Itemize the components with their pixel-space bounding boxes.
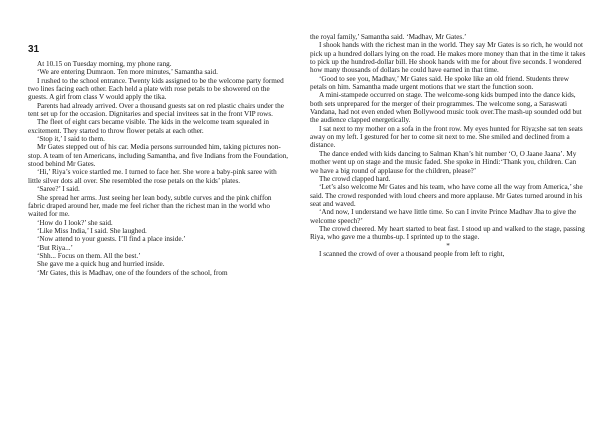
paragraph: ‘We are entering Dumraon. Ten more minutes,’ Samantha said. (37, 68, 218, 77)
section-separator: * (446, 241, 450, 250)
paragraph: ‘And now, I understand we have little time. So can I invite Prince Madhav Jha to give the welcome speech?’ (310, 208, 577, 225)
paragraph: The crowd cheered. My heart started to beat fast. I stood up and walked to the stage, passing Riya, who gave me a thumbs-up. I sprinted up to the stage. (310, 224, 585, 242)
chapter-number: 31 (28, 44, 40, 55)
final-paragraph: I scanned the crowd of over a thousand people from left to right, (319, 249, 505, 258)
left-page-body (28, 60, 290, 277)
paragraph: I sat next to my mother on a sofa in the front row. My eyes hunted for Riya;she sat ten seats away on my left. I gestured for her to come sit next to me. She smiled and declined from a distance. (310, 124, 583, 150)
paragraph: The dance ended with kids dancing to Salman Khan’s hit number ‘O, O Jaane Jaana’. My mother went up on stage and the music faded. She spoke in Hindi:‘Thank you, children. Can we have a big round of applause for the children, please?’ (310, 149, 577, 175)
paragraph: ‘Mr Gates, this is Madhav, one of the founders of the school, from (37, 268, 228, 277)
paragraph: ‘Like Miss India,’ I said. She laughed. (37, 226, 147, 235)
paragraph: ‘Stop it,’ I said to them. (37, 135, 105, 144)
paragraph: ‘Let’s also welcome Mr Gates and his team, who have come all the way from America,’ she said. The crowd responded with loud cheers and more applause. Mr Gates turned around in his seat and waved. (310, 183, 583, 208)
paragraph: Parents had already arrived. Over a thousand guests sat on red plastic chairs under the tent set up for the occasion. Dignitaries and special invitees sat in the front VIP rows. (28, 101, 284, 119)
paragraph: She spread her arms. Just seeing her lean body, subtle curves and the pink chiffon fabric draped around her, made me feel richer than the richest man in the world who waited for me. (28, 193, 272, 219)
paragraph: ‘Good to see you, Madhav,’ Mr Gates said. He spoke like an old friend. Students threw petals on him. Samantha made urgent motions that we start the function soon. (310, 74, 569, 92)
paragraph: I rushed to the school entrance. Twenty kids assigned to be the welcome party formed two lines facing each other. Each held a plate with rose petals to be showered on the guests. A girl from class V would apply the tika. (28, 76, 284, 102)
paragraph: Mr Gates stepped out of his car. Media persons surrounded him, taking pictures non-stop. A team of ten Americans, including Samantha, and five Indians from the Foundation, stood behind Mr Gates. (28, 143, 289, 169)
paragraph: A mini-stampede occurred on stage. The welcome-song kids bumped into the dance kids, both sets unprepared for the merger of their programmes. The welcome song, a Saraswati Vandana, had not even ended when Bollywood music took over.The mash-up sounded odd but the audience clapped energetically. (310, 91, 582, 125)
paragraph: ‘Now attend to your guests. I’ll find a place inside.’ (37, 235, 186, 244)
paragraph: ‘Shh... Focus on them. All the best.’ (37, 251, 141, 260)
paragraph: ‘How do I look?’ she said. (37, 218, 113, 227)
paragraph: ‘Hi,’ Riya’s voice startled me. I turned to face her. She wore a baby-pink saree with little silver dots all over. She resembled the rose petals on the kids’ plates. (28, 168, 277, 185)
paragraph: I shook hands with the richest man in the world. They say Mr Gates is so rich, he would not pick up a hundred dollars lying on the road. He makes more money than that in the time it takes to pick up the hundred-dollar bill. He shook hands with me for about five seconds. I wondered how many thousands of dollars he could have earned in that time. (310, 41, 586, 75)
paragraph: the royal family,’ Samantha said. ‘Madhav, Mr Gates.’ (310, 33, 467, 41)
paragraph: At 10.15 on Tuesday morning, my phone rang. (37, 60, 172, 68)
paragraph: The fleet of eight cars became visible. The kids in the welcome team squealed in excitement. They started to throw flower petals at each other. (28, 118, 269, 135)
paragraph: ‘But Riya...’ (37, 243, 73, 252)
right-page-body (310, 33, 586, 242)
paragraph: ‘Saree?’ I said. (37, 185, 80, 194)
right-page (300, 0, 600, 424)
paragraph: The crowd clapped hard. (319, 174, 391, 183)
paragraph: She gave me a quick hug and hurried inside. (37, 260, 165, 269)
